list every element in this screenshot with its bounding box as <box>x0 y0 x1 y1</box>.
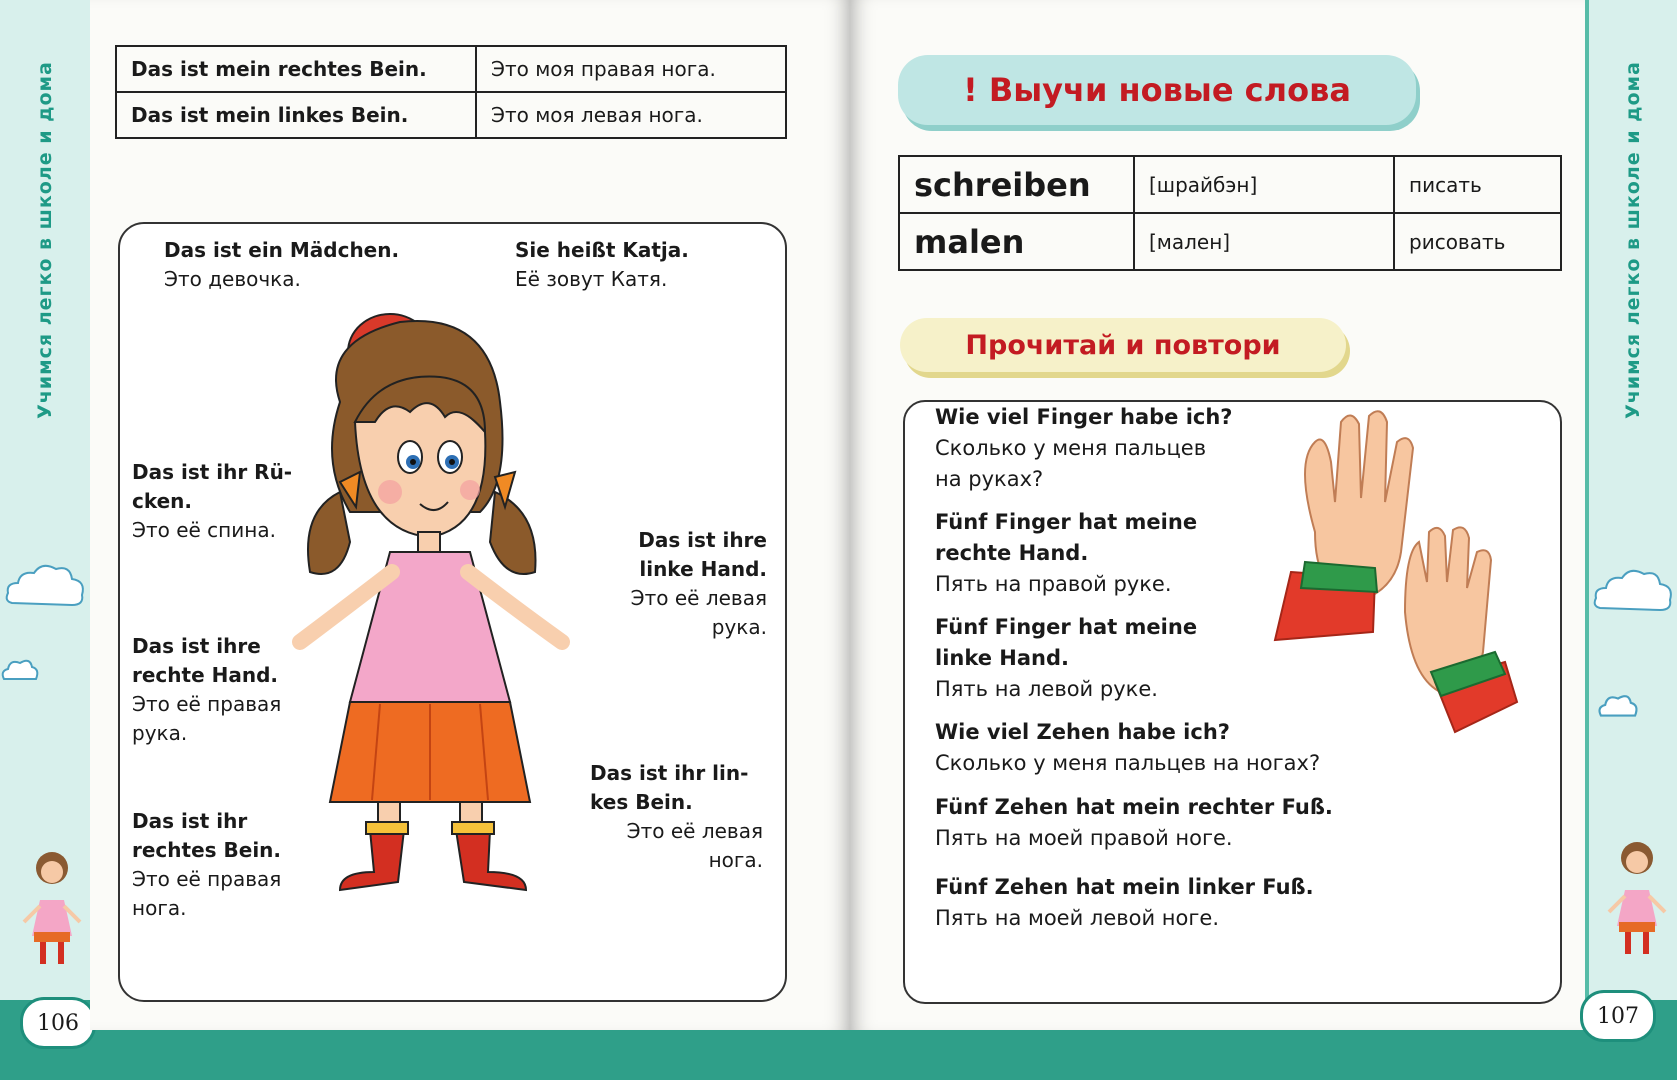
vocab-word: malen <box>899 213 1134 270</box>
table-cell-ru: Это моя правая нога. <box>476 46 786 92</box>
label-ru: Это её спина. <box>132 518 276 542</box>
label-rechte-hand <box>132 632 281 748</box>
label-ru: рука. <box>132 721 188 745</box>
label-maedchen <box>164 236 399 294</box>
right-side-title: Учимся легко в школе и дома <box>1622 61 1644 419</box>
reading-ru: Пять на моей правой ноге. <box>935 826 1233 850</box>
reading-de: Wie viel Zehen habe ich? <box>935 720 1230 744</box>
left-side-strip <box>0 0 94 1000</box>
table-row <box>116 92 786 138</box>
label-de: kes Bein. <box>590 790 693 814</box>
reading-ru: Сколько у меня пальцев на ногах? <box>935 751 1321 775</box>
label-linke-hand <box>631 526 767 642</box>
reading-block <box>935 612 1375 705</box>
label-de: Das ist ein Mädchen. <box>164 238 400 262</box>
page-number-right: 107 <box>1580 990 1656 1042</box>
reading-de: Wie viel Finger habe ich? <box>935 405 1233 429</box>
reading-block <box>935 507 1375 600</box>
reading-block <box>935 872 1535 934</box>
label-de: Das ist ihr <box>132 809 248 833</box>
table-cell-de: Das ist mein linkes Bein. <box>116 92 476 138</box>
reading-de: rechte Hand. <box>935 541 1089 565</box>
label-de: Das ist ihre <box>132 634 261 658</box>
cloud-icon <box>1589 560 1677 620</box>
cloud-icon <box>0 655 40 685</box>
reading-ru: Пять на правой руке. <box>935 572 1172 596</box>
table-row <box>899 156 1561 213</box>
mini-girl-icon <box>1605 830 1669 960</box>
label-ru: нога. <box>708 848 763 872</box>
label-de: Sie heißt Katja. <box>515 238 689 262</box>
reading-block <box>935 717 1535 779</box>
label-katja <box>515 236 689 294</box>
table-cell-de: Das ist mein rechtes Bein. <box>116 46 476 92</box>
left-side-title: Учимся легко в школе и дома <box>34 61 56 419</box>
reading-de: linke Hand. <box>935 646 1070 670</box>
vocab-transcription: [шрайбэн] <box>1134 156 1394 213</box>
label-de: Das ist ihr Rü- <box>132 460 293 484</box>
table-row <box>899 213 1561 270</box>
label-ruecken <box>132 458 292 545</box>
body-parts-table <box>115 45 787 139</box>
vocab-translation: писать <box>1394 156 1561 213</box>
cloud-icon <box>2 555 88 615</box>
reading-ru: Сколько у меня пальцев <box>935 436 1207 460</box>
vocabulary-table <box>898 155 1562 271</box>
reading-ru: на руках? <box>935 467 1044 491</box>
label-linkes-bein-ru <box>627 817 763 875</box>
table-cell-ru: Это моя левая нога. <box>476 92 786 138</box>
label-de: rechte Hand. <box>132 663 278 687</box>
cloud-icon <box>1595 690 1641 722</box>
learn-new-words-heading: ! Выучи новые слова <box>898 55 1416 125</box>
label-ru: Её зовут Катя. <box>515 267 668 291</box>
vocab-word: schreiben <box>899 156 1134 213</box>
label-ru: нога. <box>132 896 187 920</box>
label-linkes-bein <box>590 759 748 817</box>
vocab-translation: рисовать <box>1394 213 1561 270</box>
reading-de: Fünf Finger hat meine <box>935 510 1198 534</box>
vocab-transcription: [мален] <box>1134 213 1394 270</box>
reading-de: Fünf Zehen hat mein linker Fuß. <box>935 875 1314 899</box>
reading-block <box>935 402 1375 495</box>
label-ru: рука. <box>711 615 767 639</box>
reading-ru: Пять на моей левой ноге. <box>935 906 1220 930</box>
girl-illustration-box <box>118 222 787 1002</box>
label-de: cken. <box>132 489 193 513</box>
label-ru: Это её правая <box>132 692 282 716</box>
reading-ru: Пять на левой руке. <box>935 677 1158 701</box>
reading-box <box>903 400 1562 1004</box>
reading-de: Fünf Finger hat meine <box>935 615 1198 639</box>
reading-block <box>935 792 1535 854</box>
girl-illustration <box>280 282 610 902</box>
label-de: Das ist ihre <box>638 528 767 552</box>
label-rechtes-bein <box>132 807 281 923</box>
label-de: Das ist ihr lin- <box>590 761 749 785</box>
read-and-repeat-heading: Прочитай и повтори <box>900 318 1346 372</box>
mini-girl-icon <box>20 840 84 970</box>
page-number-left: 106 <box>20 997 96 1049</box>
reading-de: Fünf Zehen hat mein rechter Fuß. <box>935 795 1333 819</box>
label-ru: Это её левая <box>630 586 767 610</box>
label-ru: Это её левая <box>626 819 763 843</box>
label-de: linke Hand. <box>639 557 767 581</box>
label-de: rechtes Bein. <box>132 838 282 862</box>
label-ru: Это её правая <box>132 867 282 891</box>
label-ru: Это девочка. <box>164 267 301 291</box>
table-row <box>116 46 786 92</box>
